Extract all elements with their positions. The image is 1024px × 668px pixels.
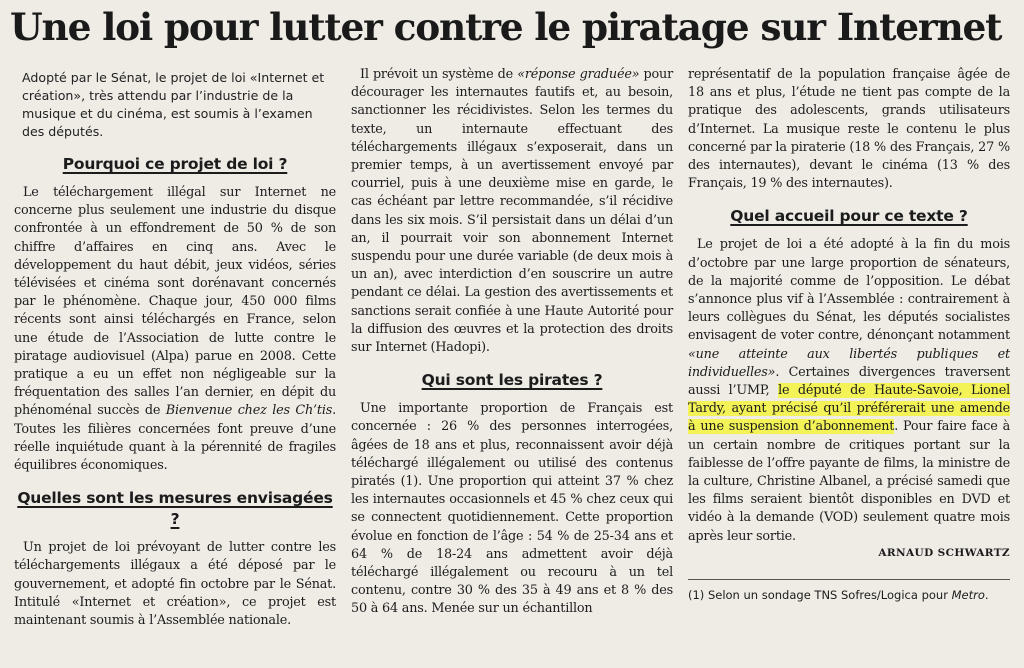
lead-paragraph: Adopté par le Sénat, le projet de loi «Internet et création», très attendu par l’industrie de la musique et du cinéma, est soumis à l’examen des députés. [22, 70, 325, 139]
footnote-divider [688, 579, 1010, 580]
quote-socialists: «une atteinte aux libertés publiques et individuelles» [688, 346, 1010, 380]
paragraph-why: Le téléchargement illégal sur Internet ne concerne plus seulement une industrie du disque confrontée à un effondrement de 50 % de son chiffre d’affaires en cinq ans. Avec le développement du haut débit, jeux vidéos, séries télévisées et cinéma sont dorénavant concernés par le phénomène. Chaque jour, 450 000 films récents sont ainsi téléchargés en France, selon une étude de l’Association de lutte contre le piratage audiovisuel (Alpa) parue en 2008. Cette pratique a eu un effet non négligeable sur la fréquentation des salles l’an dernier, en dépit du phénoménal succès de Bienvenue chez les Ch’tis. Toutes les filières concernées font preuve d’une réelle inquiétude quant à la pérennité de fragiles équilibres économiques. [14, 185, 336, 474]
section-heading-why: Pourquoi ce projet de loi ? [62, 155, 288, 173]
quote-graduated-response: «réponse graduée» [517, 67, 640, 82]
author-signature: ARNAUD SCHWARTZ [878, 546, 1010, 559]
section-heading-pirates: Qui sont les pirates ? [421, 371, 603, 390]
film-title: Bienvenue chez les Ch’tis [165, 403, 333, 419]
section-heading-reception: Quel accueil pour ce texte ? [730, 207, 968, 226]
footnote: (1) Selon un sondage TNS Sofres/Logica pour Metro. [688, 587, 989, 602]
paragraph-pirates-1: Une importante proportion de Français est concernée : 26 % des personnes interrogées, âgées de 18 ans et plus, reconnaissent avoir déjà téléchargé illégalement ou utilisé des contenus piratés (1). Une proportion qui atteint 37 % chez les internautes occasionnels et 45 % chez ceux qui se connectent quotidiennement. Cette proportion évolue en fonction de l’âge : 54 % de 25-34 ans et 64 % de 18-24 ans admettent avoir déjà téléchargé illégalement ou recouru à un tel contenu, contre 30 % des 35 à 49 ans et 8 % des 50 à 64 ans. Menée sur un échantillon [351, 401, 673, 617]
column-2 [351, 66, 673, 619]
headline: Une loi pour lutter contre le piratage sur Internet [10, 5, 1002, 49]
paragraph-measures-1: Un projet de loi prévoyant de lutter contre les téléchargements illégaux a été déposé par le gouvernement, et adopté fin octobre par le Sénat. Intitulé «Internet et création», ce projet est maintenant soumis à l’Assemblée nationale. [14, 540, 336, 629]
highlighted-text: le député de Haute-Savoie, Lionel Tardy, ayant précisé qu’il préférerait une amende à une suspension d’abonnement [688, 383, 1010, 435]
paragraph-measures-2: Il prévoit un système de «réponse graduée» pour décourager les internautes fautifs et, au besoin, sanctionner les récidivistes. Selon les termes du texte, un internaute effectuant des téléchargements illégaux s’exposerait, dans un premier temps, à un avertissement envoyé par courriel, puis à une deuxième mise en garde, le cas échéant par lettre recommandée, s’il récidive dans les six mois. S’il persistait dans un délai d’un an, il pourrait voir son abonnement Internet suspendu pour une durée variable (de deux mois à un an), avec interdiction d’en souscrire un autre pendant ce délai. La gestion des avertissements et sanctions serait confiée à une Haute Autorité pour la diffusion des œuvres et la protection des droits sur Internet (Hadopi). [351, 67, 673, 356]
paragraph-reception: Le projet de loi a été adopté à la fin du mois d’octobre par une large proportion de sénateurs, de la majorité comme de l’opposition. Le débat s’annonce plus vif à l’Assemblée : contrairement à leurs collègues du Sénat, les députés socialistes envisagent de voter contre, dénonçant notamment «une atteinte aux libertés publiques et individuelles». Certaines divergences traversent aussi l’UMP, le député de Haute-Savoie, Lionel Tardy, ayant précisé qu’il préférerait une amende à une suspension d’abonnement. Pour faire face à un certain nombre de critiques portant sur la faiblesse de l’offre payante de films, la ministre de la culture, Christine Albanel, a précisé samedi que les films seraient bientôt disponibles en DVD et vidéo à la demande (VOD) seulement quatre mois après leur sortie. [688, 237, 1010, 544]
paragraph-pirates-2: représentatif de la population française âgée de 18 ans et plus, l’étude ne tient pas compte de la pratique des adolescents, grands utilisateurs d’Internet. La musique reste le contenu le plus concerné par la piraterie (18 % des Français, 27 % des internautes), devant le cinéma (13 % des Français, 19 % des internautes). [688, 67, 1010, 192]
section-heading-measures: Quelles sont les mesures envisagées ? [17, 489, 333, 529]
column-3 [688, 66, 1010, 603]
column-1 [14, 66, 336, 630]
